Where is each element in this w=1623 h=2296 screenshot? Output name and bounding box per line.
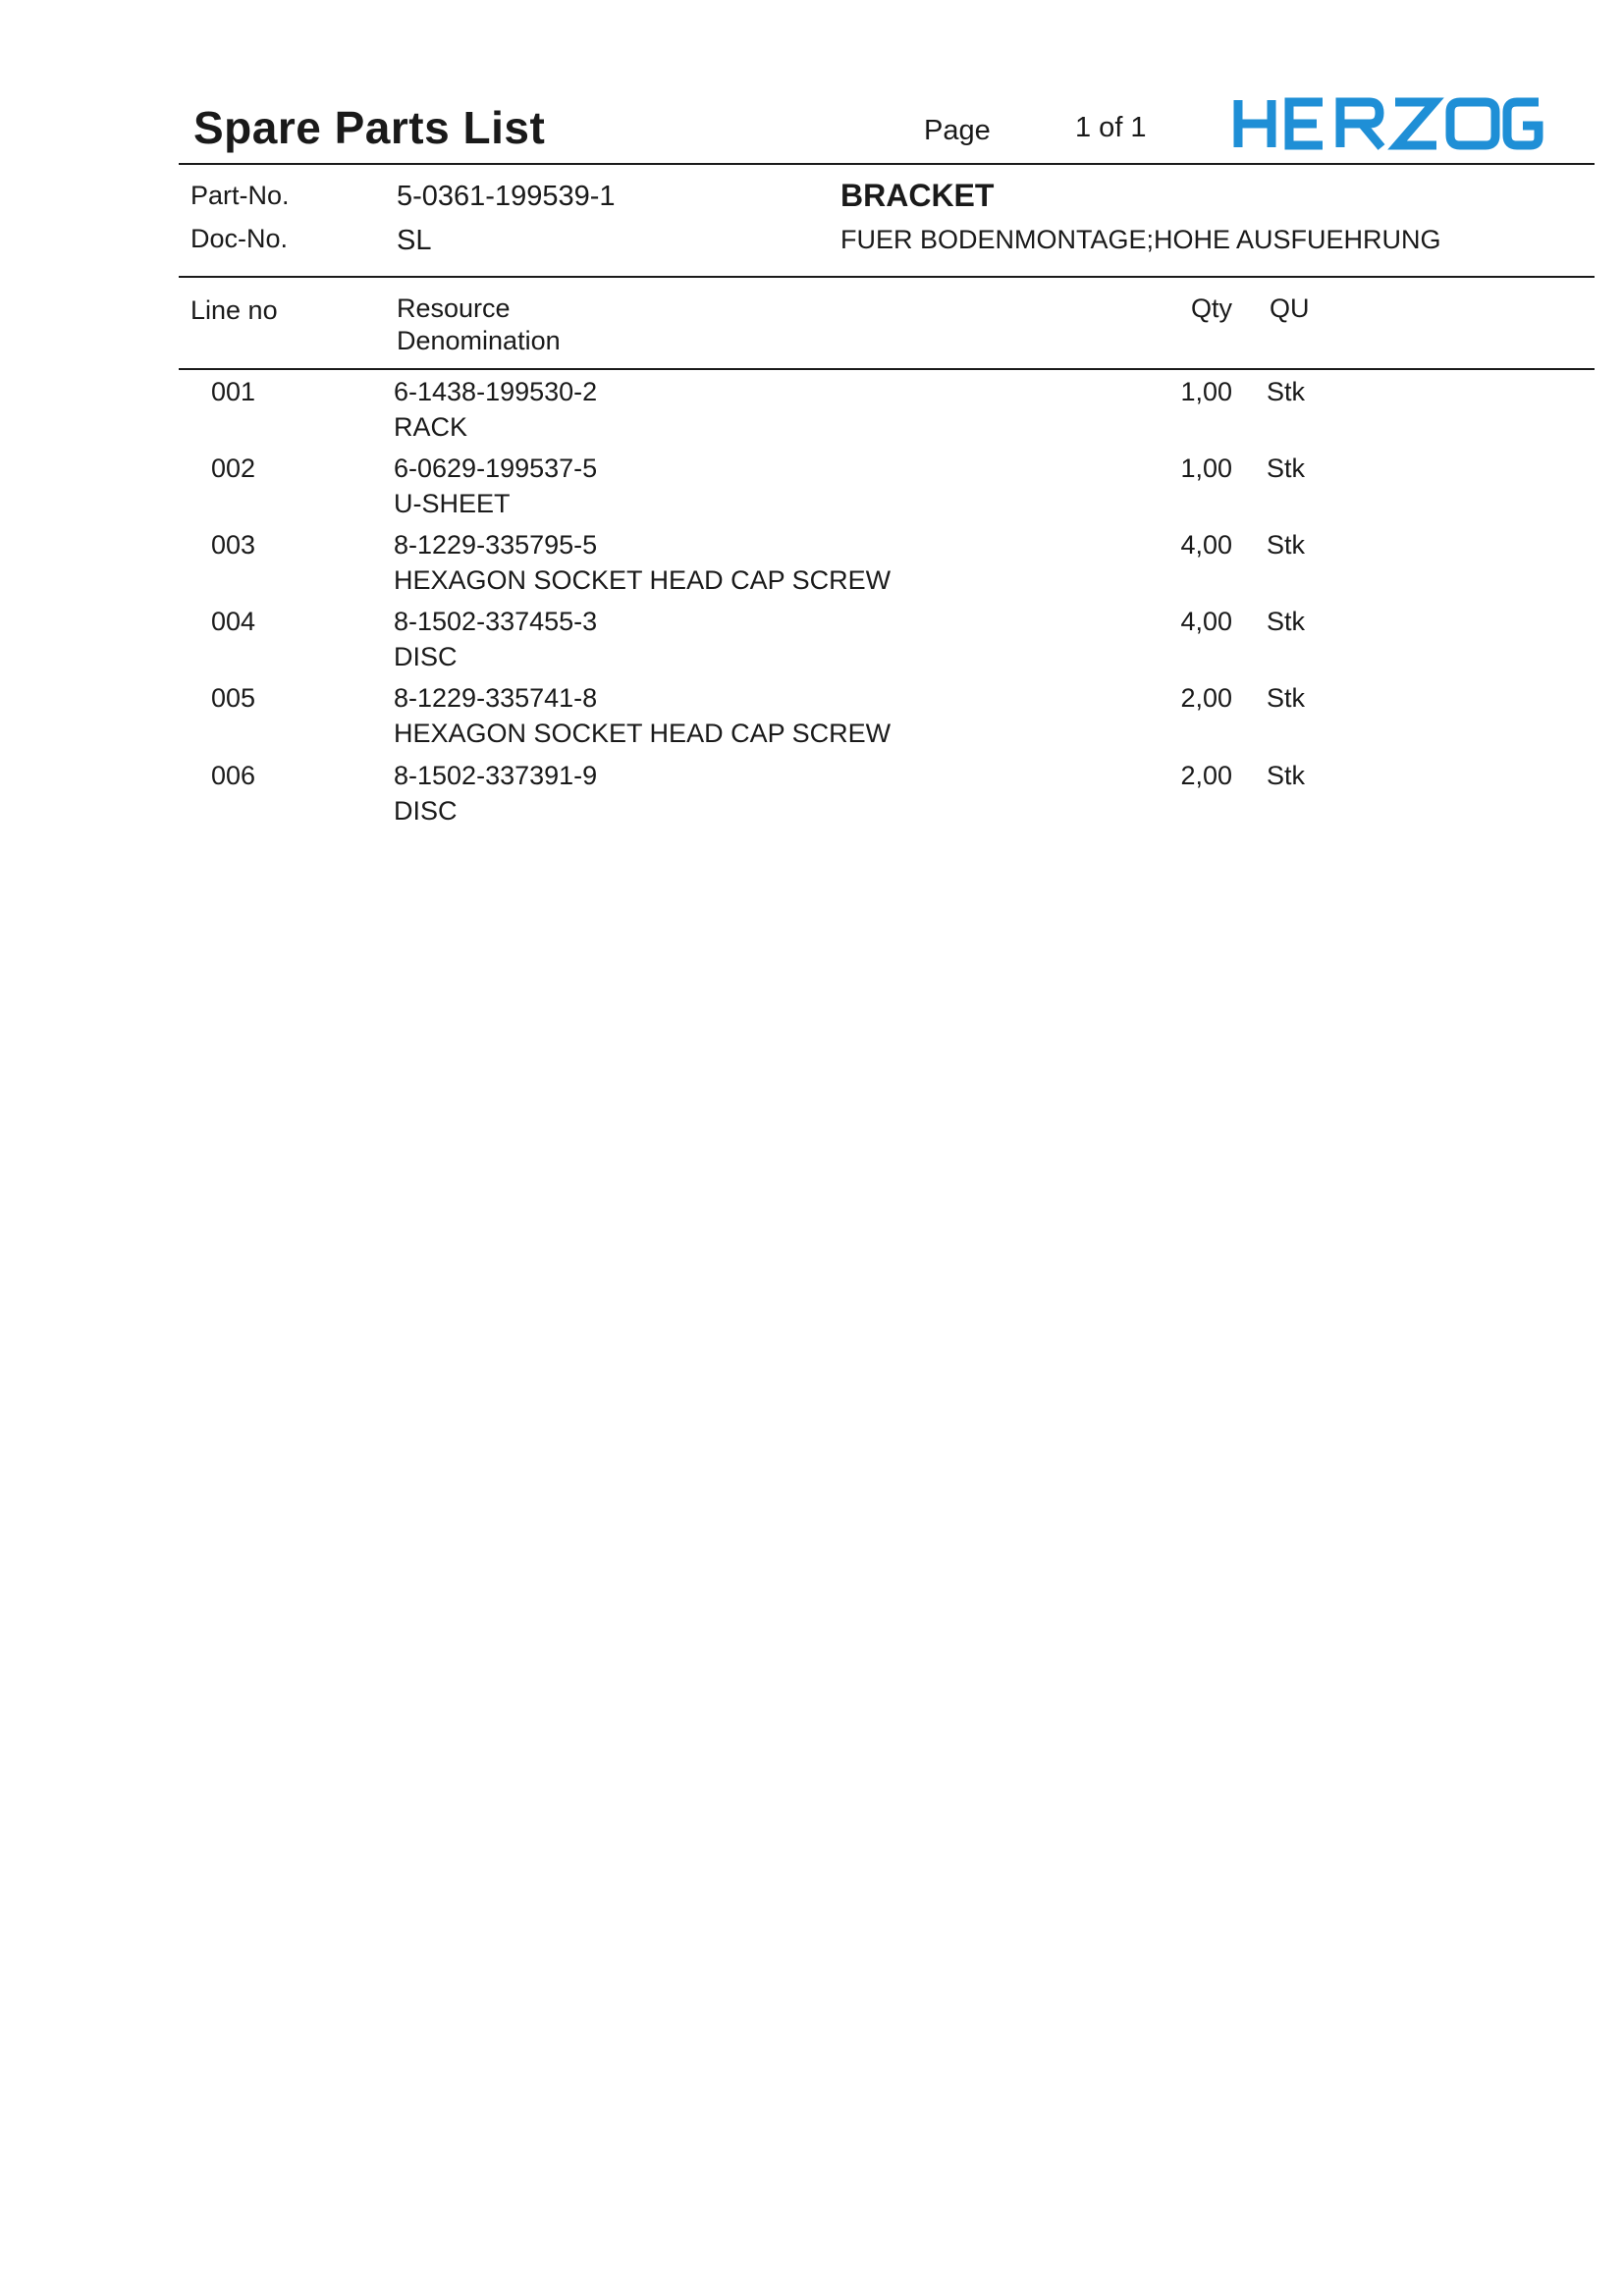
- part-no-label: Part-No.: [190, 181, 290, 210]
- table-row: [0, 374, 1623, 451]
- table-row: [0, 680, 1623, 757]
- resource-cell: 8-1229-335741-8: [394, 683, 598, 713]
- doc-no-label: Doc-No.: [190, 224, 289, 253]
- resource-cell: 8-1502-337455-3: [394, 607, 598, 636]
- line-no-cell: 006: [211, 761, 256, 790]
- qty-cell: 4,00: [1180, 530, 1232, 560]
- denomination-cell: DISC: [394, 796, 458, 826]
- line-no-cell: 004: [211, 607, 256, 636]
- table-row: [0, 451, 1623, 527]
- qu-cell: Stk: [1267, 607, 1306, 636]
- resource-cell: 8-1502-337391-9: [394, 761, 598, 790]
- document-heading: BRACKET: [840, 178, 995, 213]
- part-no-value: 5-0361-199539-1: [397, 181, 616, 212]
- column-header-qu: QU: [1270, 294, 1310, 323]
- column-header-resource: Resource: [397, 294, 511, 323]
- herzog-logo-graphic: [1232, 96, 1544, 151]
- column-header-line-no: Line no: [190, 295, 278, 325]
- qu-cell: Stk: [1267, 377, 1306, 406]
- qty-cell: 1,00: [1180, 454, 1232, 483]
- denomination-cell: RACK: [394, 412, 468, 442]
- resource-cell: 8-1229-335795-5: [394, 530, 598, 560]
- page-label: Page: [924, 115, 991, 146]
- document-description: FUER BODENMONTAGE;HOHE AUSFUEHRUNG: [840, 225, 1441, 254]
- herzog-logo: [1232, 96, 1544, 151]
- table-header-rule: [179, 368, 1595, 370]
- page-number: 1 of 1: [1075, 112, 1147, 143]
- column-header-qty: Qty: [1190, 294, 1232, 323]
- resource-cell: 6-0629-199537-5: [394, 454, 598, 483]
- qu-cell: Stk: [1267, 761, 1306, 790]
- table-row: [0, 758, 1623, 834]
- doc-no-value: SL: [397, 225, 432, 256]
- denomination-cell: HEXAGON SOCKET HEAD CAP SCREW: [394, 565, 892, 595]
- qty-cell: 4,00: [1180, 607, 1232, 636]
- denomination-cell: HEXAGON SOCKET HEAD CAP SCREW: [394, 719, 892, 748]
- denomination-cell: DISC: [394, 642, 458, 671]
- line-no-cell: 005: [211, 683, 256, 713]
- qu-cell: Stk: [1267, 683, 1306, 713]
- column-header-denomination: Denomination: [397, 326, 561, 355]
- header-rule: [179, 163, 1595, 165]
- table-row: [0, 604, 1623, 680]
- table-row: [0, 527, 1623, 604]
- line-no-cell: 002: [211, 454, 256, 483]
- denomination-cell: U-SHEET: [394, 489, 511, 518]
- qu-cell: Stk: [1267, 530, 1306, 560]
- line-no-cell: 003: [211, 530, 256, 560]
- qty-cell: 1,00: [1180, 377, 1232, 406]
- line-no-cell: 001: [211, 377, 256, 406]
- info-rule: [179, 276, 1595, 278]
- qu-cell: Stk: [1267, 454, 1306, 483]
- qty-cell: 2,00: [1180, 683, 1232, 713]
- resource-cell: 6-1438-199530-2: [394, 377, 598, 406]
- qty-cell: 2,00: [1180, 761, 1232, 790]
- page-title: Spare Parts List: [193, 102, 546, 153]
